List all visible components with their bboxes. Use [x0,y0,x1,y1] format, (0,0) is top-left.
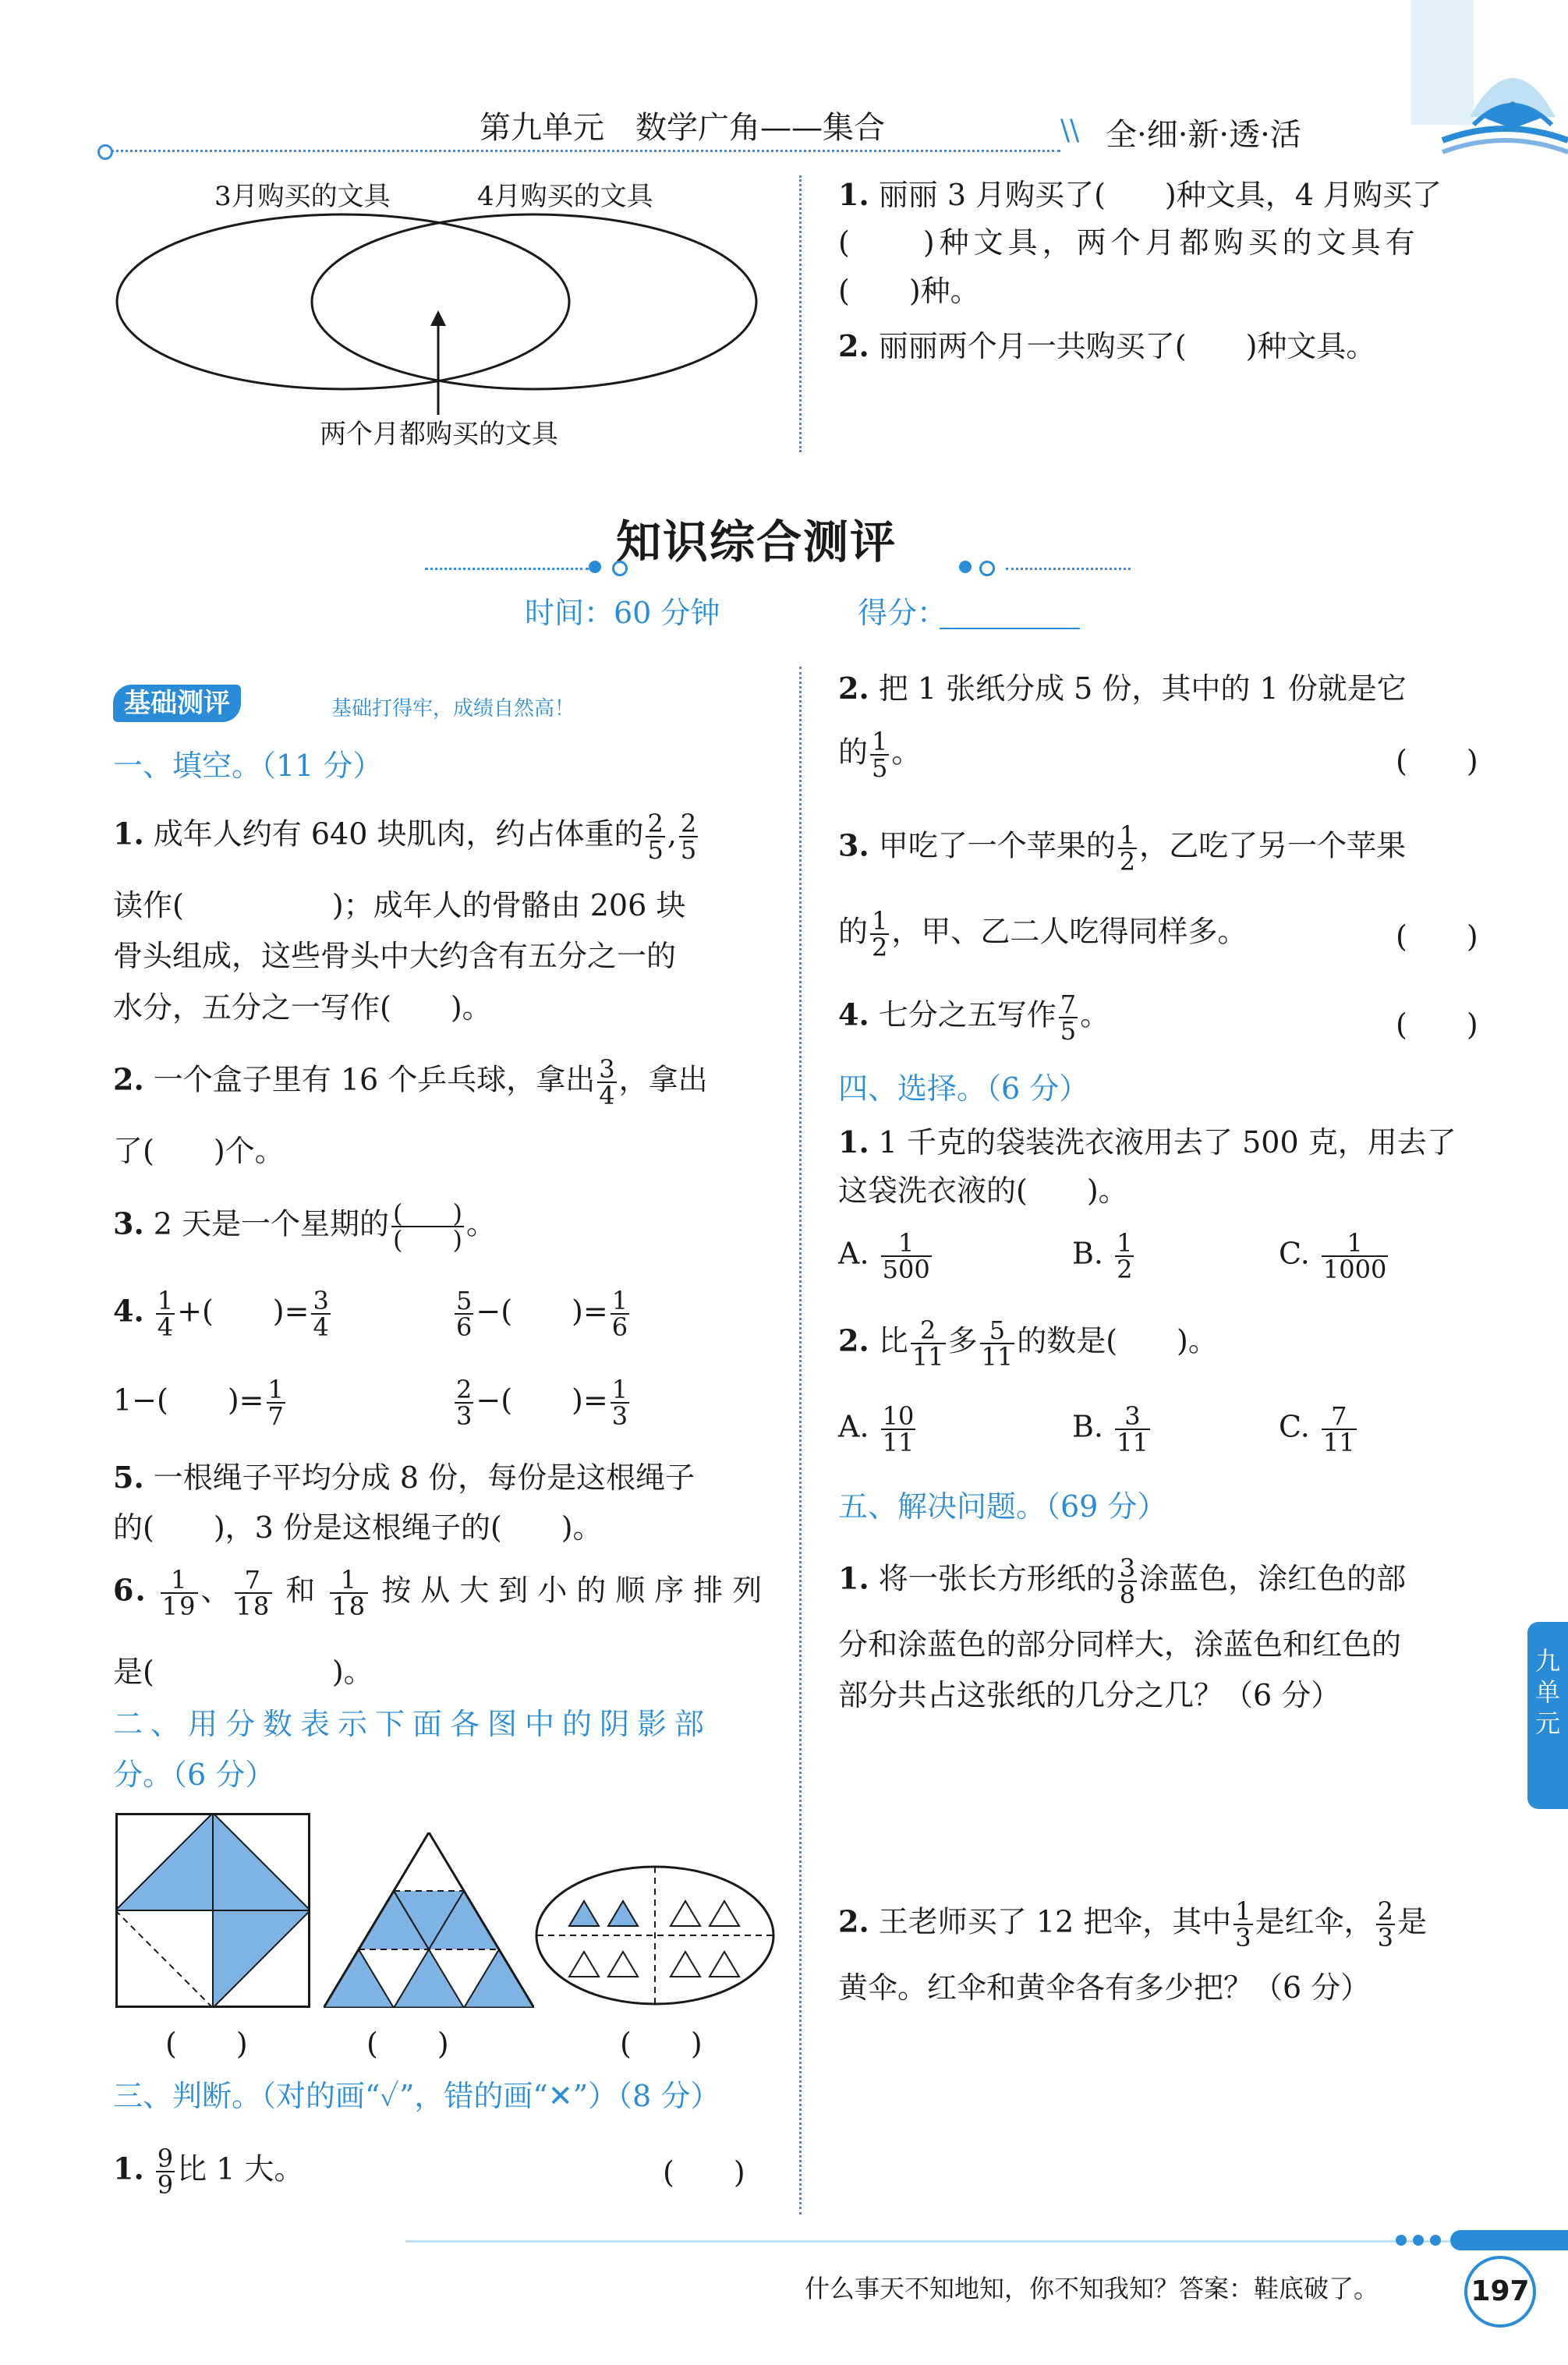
section2-title-line2: 分。（6 分） [113,1758,275,1792]
venn-diagram [109,211,772,421]
footer-rule [405,2240,1450,2243]
venn-label-march: 3月购买的文具 [214,181,391,212]
s5-q1-line1: 1. 将一张长方形纸的 $\frac{3}{8}$ 涂蓝色，涂红色的部 [838,1553,1407,1609]
footer-dot [1396,2235,1407,2246]
fraction: $\frac{3}{4}$ [599,1054,615,1110]
title-rule-ring-left [612,561,628,576]
s1-q3: 3. 2 天是一个星期的 $\frac{( )}{( )}$ 。 [113,1198,497,1255]
s4-q2-option-a[interactable]: A. $\frac{10}{11}$ [838,1401,915,1457]
footer-dot [1430,2235,1441,2246]
s4-q2-option-c[interactable]: C. $\frac{7}{11}$ [1279,1401,1355,1457]
s5-q2-line1: 2. 王老师买了 12 把伞，其中 $\frac{1}{3}$ 是红伞， $\frac{2}{3}$ 是 [838,1896,1428,1953]
s3-q3-line1: 3. 甲吃了一个苹果的 $\frac{1}{2}$ ，乙吃了另一个苹果 [838,820,1407,876]
title-rule-dot-right [959,561,972,573]
unit-side-tab: 九单元 [1527,1622,1568,1809]
venn-label-april: 4月购买的文具 [477,181,653,212]
s3-q2-line1: 2. 把 1 张纸分成 5 份，其中的 1 份就是它 [838,671,1407,706]
venn-label-both: 两个月都购买的文具 [320,419,558,450]
figure-triangle [324,1832,534,2008]
venn-ellipse-march [117,214,569,389]
s1-q1-line1: 1. 成年人约有 640 块肌肉，约占体重的 $\frac{2}{5}$ , $\frac{2}{5}$ [113,809,697,865]
s5-q1-line2: 分和涂蓝色的部分同样大，涂蓝色和红色的 [838,1627,1402,1662]
s3-q1-judge[interactable]: ( ) [663,2155,745,2190]
s4-q1-line2: 这袋洗衣液的( )。 [838,1174,1128,1208]
venn-q2-text: 丽丽两个月一共购买了( )种文具。 [878,329,1376,363]
blank-fraction[interactable]: $\frac{( )}{( )}$ [393,1198,463,1255]
footer-riddle: 什么事天不知地知，你不知我知？答案：鞋底破了。 [805,2274,1379,2303]
venn-ellipse-april [312,214,756,389]
s4-q2: 2. 比 $\frac{2}{11}$ 多 $\frac{5}{11}$ 的数是( )。 [838,1315,1218,1372]
venn-q1-line2: ( )种文具，两个月都购买的文具有 [838,225,1420,260]
score-blank[interactable] [940,628,1080,629]
s1-q6-line1: 6. $\frac{1}{19}$ 、 $\frac{7}{18}$ 和 $\frac{1}{18}$ 按从大到小的顺序排列 [113,1565,772,1621]
s1-q4-b: $\frac{5}{6}$ −( )= $\frac{1}{6}$ [456,1286,628,1342]
s1-q4-c: 1−( )= $\frac{1}{7}$ [113,1375,284,1431]
column-divider-top [799,175,802,452]
header-slogan: 全·细·新·透·活 [1106,117,1301,153]
basic-badge: 基础测评 [113,685,241,722]
figure-square [115,1813,310,2008]
title-rule-ring-right [979,561,995,576]
s1-q2-line1: 2. 一个盒子里有 16 个乒乓球，拿出 $\frac{3}{4}$ ，拿出 [113,1054,708,1110]
s1-q5-line2: 的( )，3 份是这根绳子的( )。 [113,1510,603,1545]
section3-title: 三、判断。（对的画“✓”，错的画“✕”）（8 分） [113,2079,720,2113]
section1-title: 一、填空。（11 分） [113,749,383,783]
s5-q2-line2: 黄伞。红伞和黄伞各有多少把？（6 分） [838,1970,1371,2005]
section4-title: 四、选择。（6 分） [838,1071,1089,1106]
s1-q4-a: 4. $\frac{1}{4}$ +( )= $\frac{3}{4}$ [113,1286,329,1342]
s1-q1-line4: 水分，五分之一写作( )。 [113,990,492,1025]
s3-q4-judge[interactable]: ( ) [1396,1007,1478,1042]
fraction: $\frac{2}{5}$ [680,809,697,865]
venn-q1: 1. 丽丽 3 月购买了( )种文具，4 月购买了 [838,177,1442,212]
s1-q1-line2: 读作( )；成年人的骨骼由 206 块 [113,888,686,922]
unit-title: 第九单元 数学广角——集合 [480,110,885,146]
slogan-arrows: \\ [1060,115,1080,147]
section5-title: 五、解决问题。（69 分） [838,1489,1167,1524]
s1-q4-d: $\frac{2}{3}$ −( )= $\frac{1}{3}$ [456,1375,628,1431]
score-label: 得分： [858,596,947,630]
section2-title-line1: 二、用分数表示下面各图中的阴影部 [113,1707,713,1741]
title-rule-right [1006,568,1131,570]
s3-q2-line2: 的 $\frac{1}{5}$ 。 [838,727,922,783]
header-rule [101,150,1060,152]
s3-q3-line2: 的 $\frac{1}{2}$ ，甲、乙二人吃得同样多。 [838,906,1248,962]
s4-q1-option-b[interactable]: B. $\frac{1}{2}$ [1072,1228,1133,1284]
s5-q1-line3: 部分共占这张纸的几分之几？（6 分） [838,1678,1341,1712]
s3-q2-judge[interactable]: ( ) [1396,744,1478,778]
header-rule-dot [97,144,113,160]
s4-q2-option-b[interactable]: B. $\frac{3}{11}$ [1072,1401,1149,1457]
venn-q2: 2. 丽丽两个月一共购买了( )种文具。 [838,328,1376,363]
venn-q1-line1: 丽丽 3 月购买了( )种文具，4 月购买了 [878,178,1442,212]
s1-q2-line2: 了( )个。 [113,1134,285,1168]
s1-q6-line2: 是( )。 [113,1655,373,1689]
title-rule-left [425,568,589,570]
time-label: 时间：60 分钟 [525,596,720,630]
footer-dot [1413,2235,1424,2246]
s1-q5-line1: 5. 一根绳子平均分成 8 份，每份是这根绳子 [113,1460,696,1495]
figure3-answer[interactable]: ( ) [620,2027,703,2061]
s3-q3-judge[interactable]: ( ) [1396,919,1478,954]
s4-q1-option-a[interactable]: A. $\frac{1}{500}$ [838,1228,930,1284]
arrow-up-icon [430,310,446,326]
s3-q1: 1. $\frac{9}{9}$ 比 1 大。 [113,2144,304,2200]
fraction: $\frac{2}{5}$ [647,809,664,865]
venn-q1-line3: ( )种。 [838,274,980,308]
page-number: 197 [1464,2256,1536,2328]
test-title: 知识综合测评 [616,515,897,568]
book-logo-icon [1396,0,1568,156]
s3-q4: 4. 七分之五写作 $\frac{7}{5}$ 。 [838,990,1110,1046]
figure-ellipse [534,1864,776,2008]
title-rule-dot-left [589,561,601,573]
s1-q1-line3: 骨头组成，这些骨头中大约含有五分之一的 [113,939,677,973]
basic-slogan: 基础打得牢，成绩自然高！ [331,697,575,720]
s4-q1-line1: 1. 1 千克的袋装洗衣液用去了 500 克，用去了 [838,1124,1457,1159]
column-divider-main [799,667,802,2215]
footer-bar [1450,2230,1568,2250]
figure2-answer[interactable]: ( ) [366,2027,449,2061]
s4-q1-option-c[interactable]: C. $\frac{1}{1000}$ [1279,1228,1387,1284]
figure1-answer[interactable]: ( ) [165,2027,248,2061]
